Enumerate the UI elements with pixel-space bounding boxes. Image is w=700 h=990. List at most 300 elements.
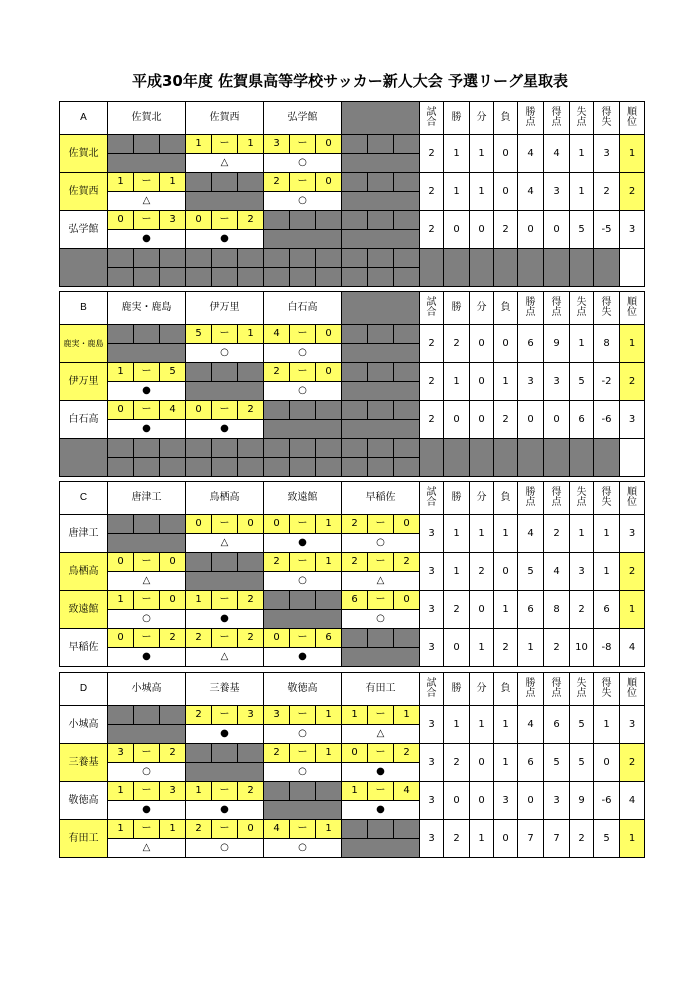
score-dash: ー (290, 363, 316, 382)
blank-cell (368, 173, 394, 192)
score-dash: ー (134, 211, 160, 230)
empty-cell (342, 268, 368, 287)
stat-value: 4 (544, 135, 570, 173)
opponent-header: 早稲佐 (342, 482, 420, 515)
team-name: 鳥栖高 (60, 553, 108, 591)
goals-for: 0 (342, 744, 368, 763)
result-mark: ● (108, 420, 186, 439)
stat-header: 負 (494, 673, 518, 706)
empty-cell (394, 439, 420, 458)
score-dash: ー (134, 553, 160, 572)
empty-cell (238, 458, 264, 477)
stat-header: 試 合 (420, 292, 444, 325)
blank-cell (264, 211, 290, 230)
goals-for: 1 (108, 363, 134, 382)
stat-value: 2 (570, 591, 594, 629)
group-c-table (59, 481, 645, 667)
stat-value: 2 (420, 325, 444, 363)
stat-value: 2 (420, 135, 444, 173)
group-label: B (60, 292, 108, 325)
score-dash: ー (368, 706, 394, 725)
score-dash: ー (290, 325, 316, 344)
stat-value: 0 (544, 401, 570, 439)
empty-cell (212, 268, 238, 287)
stat-value: 0 (470, 591, 494, 629)
blank-cell (264, 420, 342, 439)
empty-cell (290, 439, 316, 458)
goals-for: 0 (264, 515, 290, 534)
empty-row (60, 439, 645, 458)
empty-stat (470, 439, 494, 477)
blank-cell (108, 706, 134, 725)
blank-cell (108, 725, 186, 744)
team-name: 唐津工 (60, 515, 108, 553)
goals-against: 3 (160, 782, 186, 801)
team-name: 小城高 (60, 706, 108, 744)
blank-cell (212, 744, 238, 763)
empty-team-cell (60, 249, 108, 287)
stat-value: 0 (494, 135, 518, 173)
stat-header: 勝 点 (518, 673, 544, 706)
goals-against: 2 (394, 744, 420, 763)
score-dash: ー (212, 782, 238, 801)
opponent-header: 小城高 (108, 673, 186, 706)
goals-against: 1 (394, 706, 420, 725)
opponent-header: 弘学館 (264, 102, 342, 135)
blank-cell (290, 782, 316, 801)
blank-cell (108, 344, 186, 363)
goals-against: 2 (238, 211, 264, 230)
stat-value: 6 (570, 401, 594, 439)
result-mark: △ (342, 572, 420, 591)
goals-for: 6 (342, 591, 368, 610)
goals-for: 0 (108, 553, 134, 572)
score-dash: ー (212, 401, 238, 420)
stat-value: 2 (494, 211, 518, 249)
stat-header: 得 失 (594, 292, 620, 325)
goals-for: 2 (186, 820, 212, 839)
result-mark: ● (186, 725, 264, 744)
result-mark: ● (186, 801, 264, 820)
blank-cell (134, 706, 160, 725)
result-mark: ● (186, 230, 264, 249)
rank-value: 3 (620, 211, 645, 249)
empty-stat (620, 439, 645, 477)
stat-value: 0 (518, 211, 544, 249)
team-name: 伊万里 (60, 363, 108, 401)
empty-stat (570, 439, 594, 477)
goals-against: 5 (160, 363, 186, 382)
score-dash: ー (212, 706, 238, 725)
team-name: 佐賀北 (60, 135, 108, 173)
blank-cell (342, 629, 368, 648)
blank-cell (264, 230, 342, 249)
blank-cell (342, 230, 420, 249)
stat-value: 4 (518, 173, 544, 211)
stat-value: 2 (444, 591, 470, 629)
empty-cell (264, 458, 290, 477)
stat-value: 0 (518, 401, 544, 439)
stat-value: 0 (470, 401, 494, 439)
score-dash: ー (212, 135, 238, 154)
stat-value: 5 (594, 820, 620, 858)
stat-header: 得 点 (544, 482, 570, 515)
result-mark: ○ (264, 839, 342, 858)
goals-for: 1 (342, 706, 368, 725)
blank-cell (108, 325, 134, 344)
score-dash: ー (290, 629, 316, 648)
opponent-header: 佐賀北 (108, 102, 186, 135)
team-row (60, 706, 645, 725)
team-row (60, 173, 645, 192)
stat-value: 0 (494, 553, 518, 591)
stat-value: 0 (470, 782, 494, 820)
score-dash: ー (134, 401, 160, 420)
stat-value: 2 (444, 325, 470, 363)
empty-cell (108, 268, 134, 287)
stat-value: 6 (518, 744, 544, 782)
group-b-table (59, 291, 645, 477)
blank-cell (186, 363, 212, 382)
empty-cell (134, 439, 160, 458)
goals-against: 6 (316, 629, 342, 648)
empty-cell (394, 249, 420, 268)
blank-cell (186, 572, 264, 591)
stat-value: 10 (570, 629, 594, 667)
blank-cell (186, 553, 212, 572)
result-mark: ○ (264, 572, 342, 591)
stat-value: 3 (420, 744, 444, 782)
stat-value: 4 (518, 515, 544, 553)
goals-for: 0 (186, 211, 212, 230)
score-dash: ー (290, 173, 316, 192)
goals-for: 1 (186, 591, 212, 610)
blank-cell (186, 382, 264, 401)
blank-cell (186, 192, 264, 211)
goals-for: 1 (108, 782, 134, 801)
stat-header: 失 点 (570, 292, 594, 325)
score-dash: ー (134, 173, 160, 192)
empty-cell (160, 439, 186, 458)
stat-value: 2 (420, 173, 444, 211)
empty-cell (186, 249, 212, 268)
goals-against: 0 (160, 553, 186, 572)
stat-value: 2 (544, 515, 570, 553)
stat-value: 0 (444, 401, 470, 439)
score-dash: ー (290, 135, 316, 154)
empty-stat (544, 249, 570, 287)
blank-cell (342, 325, 368, 344)
blank-cell (134, 135, 160, 154)
group-label: C (60, 482, 108, 515)
goals-against: 0 (316, 173, 342, 192)
opponent-header: 佐賀西 (186, 102, 264, 135)
stat-value: 6 (594, 591, 620, 629)
stat-value: 1 (494, 706, 518, 744)
stat-value: 8 (544, 591, 570, 629)
score-dash: ー (290, 820, 316, 839)
rank-value: 1 (620, 591, 645, 629)
header-row (60, 482, 645, 515)
stat-value: 4 (518, 706, 544, 744)
stat-value: 9 (570, 782, 594, 820)
stat-header: 失 点 (570, 482, 594, 515)
blank-cell (342, 192, 420, 211)
stat-value: 0 (470, 744, 494, 782)
result-mark: ○ (108, 610, 186, 629)
goals-for: 1 (108, 591, 134, 610)
empty-stat (594, 439, 620, 477)
goals-for: 0 (264, 629, 290, 648)
score-dash: ー (134, 782, 160, 801)
stat-header: 得 失 (594, 102, 620, 135)
empty-cell (342, 249, 368, 268)
empty-cell (290, 268, 316, 287)
stat-header: 分 (470, 482, 494, 515)
stat-header: 勝 (444, 102, 470, 135)
empty-stat (570, 249, 594, 287)
rank-value: 1 (620, 135, 645, 173)
result-mark: △ (342, 725, 420, 744)
stat-value: 1 (570, 173, 594, 211)
empty-cell (316, 249, 342, 268)
goals-against: 0 (394, 591, 420, 610)
opponent-header: 唐津工 (108, 482, 186, 515)
blank-cell (238, 744, 264, 763)
blank-cell (264, 610, 342, 629)
score-dash: ー (368, 591, 394, 610)
stat-value: 5 (570, 744, 594, 782)
blank-cell (342, 839, 420, 858)
stat-header: 勝 (444, 482, 470, 515)
stat-value: 0 (494, 820, 518, 858)
empty-stat (594, 249, 620, 287)
empty-cell (342, 458, 368, 477)
empty-stat (544, 439, 570, 477)
stat-value: 4 (518, 135, 544, 173)
stat-value: 3 (594, 135, 620, 173)
score-dash: ー (134, 363, 160, 382)
result-mark: ○ (264, 192, 342, 211)
stat-value: 1 (470, 629, 494, 667)
result-mark: ○ (342, 534, 420, 553)
team-name: 佐賀西 (60, 173, 108, 211)
blank-cell (394, 363, 420, 382)
blank-cell (342, 135, 368, 154)
stat-header: 順 位 (620, 102, 645, 135)
blank-cell (394, 325, 420, 344)
empty-cell (394, 458, 420, 477)
result-mark: ○ (264, 344, 342, 363)
stat-value: 2 (444, 744, 470, 782)
goals-against: 3 (160, 211, 186, 230)
goals-for: 3 (264, 135, 290, 154)
stat-value: 2 (494, 401, 518, 439)
team-name: 早稲佐 (60, 629, 108, 667)
result-mark: ● (264, 648, 342, 667)
stat-value: 0 (470, 325, 494, 363)
stat-header: 順 位 (620, 292, 645, 325)
goals-for: 2 (186, 629, 212, 648)
result-mark: ○ (264, 382, 342, 401)
stat-header: 負 (494, 292, 518, 325)
empty-cell (264, 439, 290, 458)
header-row (60, 292, 645, 325)
blank-cell (160, 325, 186, 344)
goals-against: 1 (316, 820, 342, 839)
empty-cell (316, 268, 342, 287)
blank-cell (394, 629, 420, 648)
stat-value: 2 (420, 401, 444, 439)
rank-value: 3 (620, 706, 645, 744)
stat-value: 3 (420, 591, 444, 629)
result-mark: ○ (264, 725, 342, 744)
blank-cell (394, 135, 420, 154)
result-mark: ● (186, 610, 264, 629)
stat-value: 0 (494, 173, 518, 211)
blank-cell (342, 401, 368, 420)
blank-cell (238, 553, 264, 572)
score-dash: ー (212, 591, 238, 610)
empty-cell (134, 458, 160, 477)
result-mark: ● (108, 648, 186, 667)
stat-header: 失 点 (570, 102, 594, 135)
stat-value: 3 (544, 363, 570, 401)
goals-against: 0 (316, 363, 342, 382)
stat-value: -6 (594, 782, 620, 820)
blank-cell (160, 135, 186, 154)
result-mark: ● (186, 420, 264, 439)
result-mark: ● (264, 534, 342, 553)
blank-cell (264, 401, 290, 420)
team-row (60, 744, 645, 763)
stat-header: 勝 点 (518, 102, 544, 135)
goals-against: 0 (316, 135, 342, 154)
stat-value: -5 (594, 211, 620, 249)
group-d-table (59, 672, 645, 858)
stat-value: 1 (444, 706, 470, 744)
opponent-header: 鳥栖高 (186, 482, 264, 515)
stat-value: 2 (544, 629, 570, 667)
blank-cell (108, 534, 186, 553)
stat-value: 3 (420, 553, 444, 591)
team-name: 三養基 (60, 744, 108, 782)
header-row (60, 102, 645, 135)
team-row (60, 135, 645, 154)
blank-cell (342, 154, 420, 173)
blank-cell (108, 515, 134, 534)
rank-value: 1 (620, 820, 645, 858)
stat-value: 5 (570, 706, 594, 744)
group-label: A (60, 102, 108, 135)
stat-header: 勝 (444, 292, 470, 325)
blank-cell (342, 382, 420, 401)
result-mark: △ (186, 534, 264, 553)
empty-cell (108, 249, 134, 268)
stat-value: -6 (594, 401, 620, 439)
result-mark: △ (108, 572, 186, 591)
stat-header: 得 失 (594, 673, 620, 706)
goals-against: 1 (316, 515, 342, 534)
opponent-header: 敬徳高 (264, 673, 342, 706)
empty-cell (160, 249, 186, 268)
stat-value: 0 (594, 744, 620, 782)
empty-stat (494, 249, 518, 287)
goals-against: 2 (160, 744, 186, 763)
result-mark: △ (108, 839, 186, 858)
empty-cell (186, 268, 212, 287)
score-dash: ー (290, 744, 316, 763)
blank-cell (290, 211, 316, 230)
goals-against: 2 (238, 401, 264, 420)
stat-header: 順 位 (620, 673, 645, 706)
stat-value: 6 (518, 591, 544, 629)
stat-value: 3 (544, 782, 570, 820)
goals-against: 2 (160, 629, 186, 648)
score-dash: ー (134, 629, 160, 648)
team-row (60, 553, 645, 572)
goals-for: 2 (186, 706, 212, 725)
stat-value: 2 (494, 629, 518, 667)
team-name: 白石高 (60, 401, 108, 439)
result-mark: △ (186, 154, 264, 173)
stat-value: 1 (494, 363, 518, 401)
result-mark: ○ (108, 763, 186, 782)
stat-header: 分 (470, 292, 494, 325)
goals-for: 3 (264, 706, 290, 725)
blank-cell (290, 401, 316, 420)
blank-cell (342, 420, 420, 439)
empty-cell (238, 268, 264, 287)
empty-header (342, 292, 420, 325)
stat-value: 0 (470, 211, 494, 249)
blank-cell (368, 820, 394, 839)
stat-header: 分 (470, 673, 494, 706)
stat-value: -8 (594, 629, 620, 667)
empty-cell (134, 249, 160, 268)
blank-cell (160, 515, 186, 534)
stat-value: 6 (518, 325, 544, 363)
goals-against: 0 (238, 820, 264, 839)
stat-header: 試 合 (420, 102, 444, 135)
goals-against: 2 (394, 553, 420, 572)
stat-value: 0 (444, 782, 470, 820)
goals-against: 2 (238, 591, 264, 610)
empty-cell (160, 268, 186, 287)
blank-cell (342, 820, 368, 839)
stat-value: 7 (518, 820, 544, 858)
empty-stat (444, 439, 470, 477)
team-row (60, 591, 645, 610)
team-name: 弘学館 (60, 211, 108, 249)
stat-value: 3 (570, 553, 594, 591)
stat-value: 5 (570, 211, 594, 249)
team-row (60, 363, 645, 382)
goals-against: 4 (394, 782, 420, 801)
empty-cell (186, 439, 212, 458)
stat-value: 2 (470, 553, 494, 591)
stat-value: 0 (494, 325, 518, 363)
blank-cell (342, 211, 368, 230)
stat-value: 3 (544, 173, 570, 211)
stat-header: 得 点 (544, 292, 570, 325)
stat-value: 0 (444, 629, 470, 667)
goals-against: 1 (160, 173, 186, 192)
blank-cell (108, 154, 186, 173)
result-mark: △ (108, 192, 186, 211)
goals-for: 1 (108, 820, 134, 839)
stat-header: 得 点 (544, 673, 570, 706)
